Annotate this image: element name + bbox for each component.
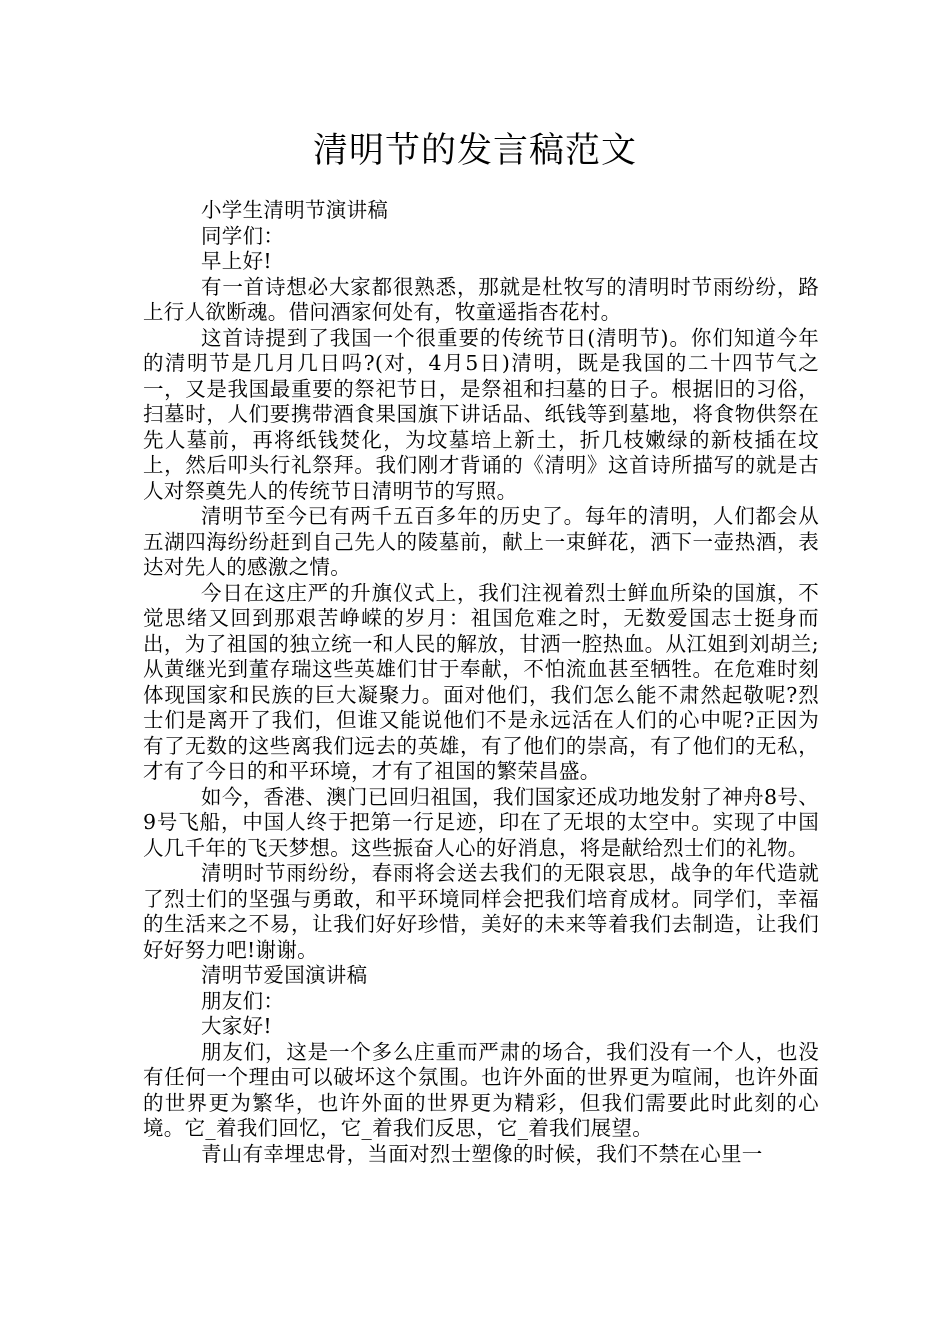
paragraph: 这首诗提到了我国一个很重要的传统节日(清明节)。你们知道今年的清明节是几月几日吗?(对，4月5日)清明，既是我国的二十四节气之一，又是我国最重要的祭祀节日，是祭祖和扫墓的日子。根据旧的习俗，扫墓时，人们要携带酒食果国旗下讲话品、纸钱等到墓地，将食物供祭在先人墓前，再将纸钱焚化，为坟墓培上新土，折几枝嫩绿的新枝插在坟上，然后叩头行礼祭拜。我们刚才背诵的《清明》这首诗所描写的就是古人对祭奠先人的传统节日清明节的写照。 bbox=[143, 325, 819, 503]
paragraph: 如今，香港、澳门已回归祖国，我们国家还成功地发射了神舟8号、9号飞船，中国人终于把第一行足迹，印在了无垠的太空中。实现了中国人几千年的飞天梦想。这些振奋人心的好消息，将是献给烈士们的礼物。 bbox=[143, 784, 819, 860]
paragraph: 朋友们，这是一个多么庄重而严肃的场合，我们没有一个人，也没有任何一个理由可以破坏这个氛围。也许外面的世界更为喧闹，也许外面的世界更为繁华，也许外面的世界更为精彩，但我们需要此时此刻的心境。它_着我们回忆，它_着我们反思，它_着我们展望。 bbox=[143, 1039, 819, 1140]
paragraph: 清明节至今已有两千五百多年的历史了。每年的清明，人们都会从五湖四海纷纷赶到自己先人的陵墓前，献上一束鲜花，洒下一壶热酒，表达对先人的感激之情。 bbox=[143, 504, 819, 579]
paragraph: 青山有幸埋忠骨，当面对烈士塑像的时候，我们不禁在心里一 bbox=[201, 1141, 763, 1166]
greeting-1: 早上好! bbox=[201, 249, 272, 273]
paragraph: 有一首诗想必大家都很熟悉，那就是杜牧写的清明时节雨纷纷，路上行人欲断魂。借问酒家何处有，牧童遥指杏花村。 bbox=[143, 274, 819, 324]
greeting-salutation-2: 朋友们： bbox=[201, 988, 285, 1013]
speech-title-2: 清明节爱国演讲稿 bbox=[201, 963, 368, 987]
document-body bbox=[143, 198, 819, 1167]
document-title: 清明节的发言稿范文 bbox=[312, 131, 637, 171]
speech-title-1: 小学生清明节演讲稿 bbox=[201, 198, 389, 222]
paragraph: 清明时节雨纷纷，春雨将会送去我们的无限哀思，战争的年代造就了烈士们的坚强与勇敢，和平环境同样会把我们培育成材。同学们，幸福的生活来之不易，让我们好好珍惜，美好的未来等着我们去制造，让我们好好努力吧!谢谢。 bbox=[143, 861, 819, 962]
paragraph: 今日在这庄严的升旗仪式上，我们注视着烈士鲜血所染的国旗，不觉思绪又回到那艰苦峥嵘的岁月：祖国危难之时，无数爱国志士挺身而出，为了祖国的独立统一和人民的解放，甘洒一腔热血。从江姐到刘胡兰;从黄继光到董存瑞这些英雄们甘于奉献，不怕流血甚至牺牲。在危难时刻体现国家和民族的巨大凝聚力。面对他们，我们怎么能不肃然起敬呢?烈士们是离开了我们，但谁又能说他们不是永远活在人们的心中呢?正因为有了无数的这些离我们远去的英雄，有了他们的崇高，有了他们的无私，才有了今日的和平环境，才有了祖国的繁荣昌盛。 bbox=[143, 580, 819, 783]
greeting-salutation-1: 同学们： bbox=[201, 223, 285, 248]
greeting-2: 大家好! bbox=[201, 1014, 272, 1038]
